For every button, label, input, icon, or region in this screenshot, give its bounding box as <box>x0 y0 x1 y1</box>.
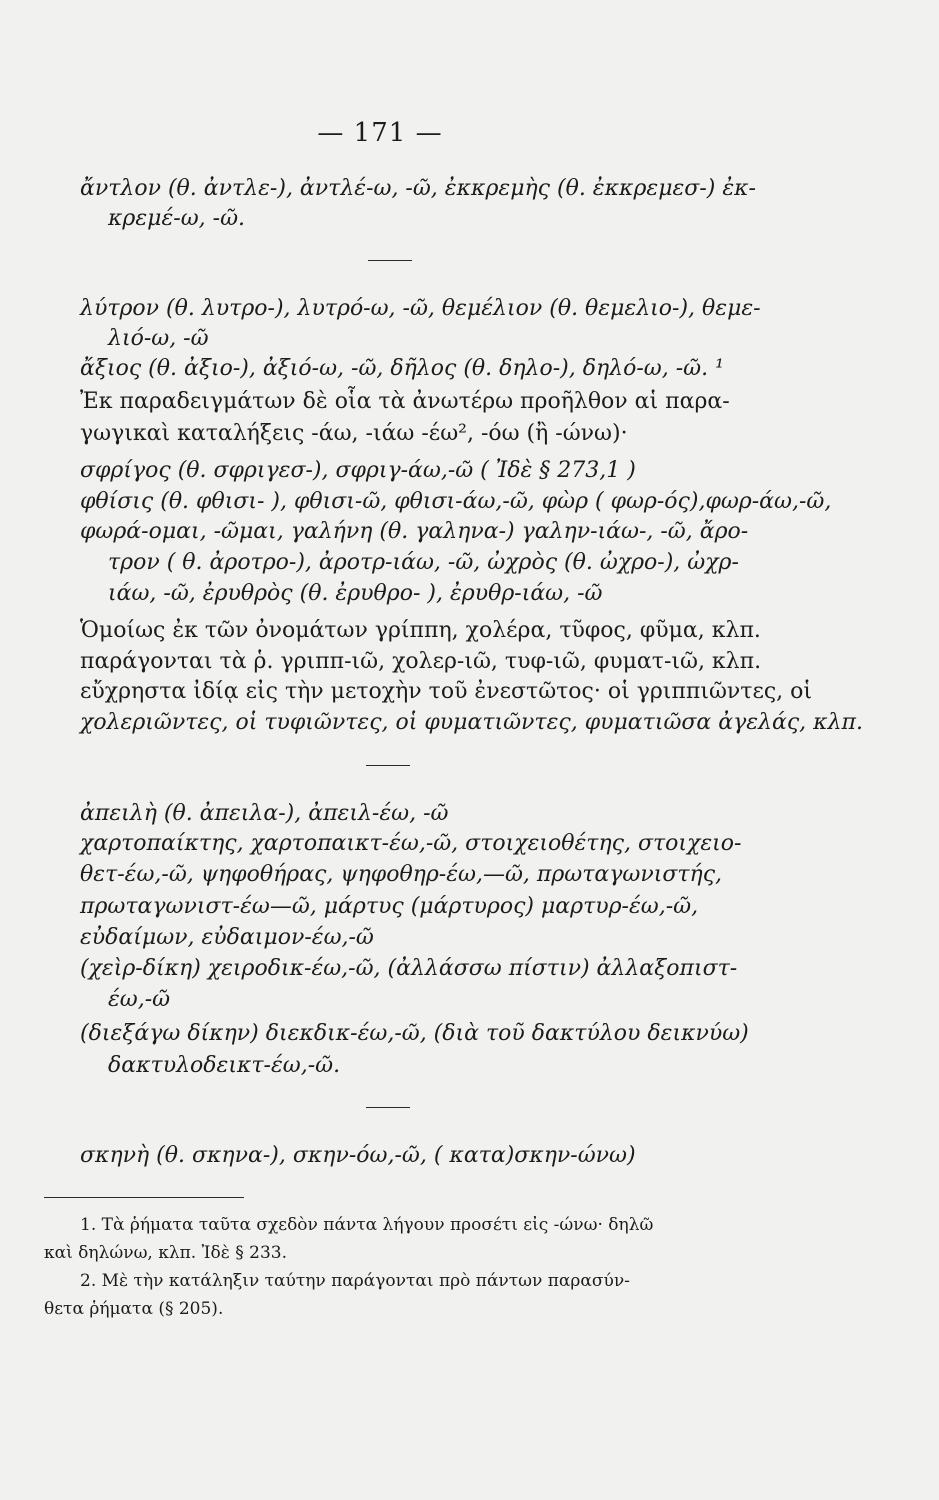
section-divider <box>366 765 410 766</box>
text-line: δακτυλοδεικτ-έω,-ῶ. <box>108 1053 341 1078</box>
footnote-line: καὶ δηλώνω, κλπ. Ἰδὲ § 233. <box>44 1243 287 1263</box>
text-line: ἄντλον (θ. ἀντλε-), ἀντλέ-ω, -ῶ, ἐκκρεμὴς (θ. ἐκκρεμεσ-) ἐκ- <box>80 176 756 201</box>
footnote-rule <box>44 1197 244 1198</box>
text-line: ἀπειλὴ (θ. ἀπειλα-), ἀπειλ-έω, -ῶ <box>80 801 449 826</box>
text-line: ιάω, -ῶ, ἐρυθρὸς (θ. ἐρυθρο- ), ἐρυθρ-ιάω, -ῶ <box>108 581 603 606</box>
page-number: — 171 — <box>317 118 443 148</box>
text-line: θετ-έω,-ῶ, ψηφοθήρας, ψηφοθηρ-έω,—ῶ, πρωταγωνιστής, <box>80 862 723 887</box>
footnote-line: θετα ῥήματα (§ 205). <box>44 1299 224 1319</box>
text-line: (χεὶρ-δίκη) χειροδικ-έω,-ῶ, (ἀλλάσσω πίστιν) ἀλλαξοπιστ- <box>80 956 738 981</box>
text-line: κρεμέ-ω, -ῶ. <box>108 206 245 231</box>
text-line: χολεριῶντες, οἱ τυφιῶντες, οἱ φυματιῶντες, φυματιῶσα ἀγελάς, κλπ. <box>80 710 863 735</box>
text-line: σκηνὴ (θ. σκηνα-), σκην-όω,-ῶ, ( κατα)σκην-ώνω) <box>80 1143 636 1168</box>
text-line: Ἐκ παραδειγμάτων δὲ οἷα τὰ ἀνωτέρω προῆλθον αἱ παρα- <box>80 389 730 414</box>
section-divider <box>366 1107 410 1108</box>
text-line: έω,-ῶ <box>108 987 171 1012</box>
text-line: σφρίγος (θ. σφριγεσ-), σφριγ-άω,-ῶ ( Ἰδὲ § 273,1 ) <box>80 458 636 483</box>
text-line: χαρτοπαίκτης, χαρτοπαικτ-έω,-ῶ, στοιχειοθέτης, στοιχειο- <box>80 831 742 856</box>
text-line: εὔχρηστα ἰδίᾳ εἰς τὴν μετοχὴν τοῦ ἐνεστῶτος· οἱ γριππιῶντες, οἱ <box>80 679 813 704</box>
text-line: λιό-ω, -ῶ <box>108 326 209 351</box>
text-line: φθίσις (θ. φθισι- ), φθισι-ῶ, φθισι-άω,-ῶ, φὼρ ( φωρ-ός),φωρ-άω,-ῶ, <box>80 489 832 514</box>
text-line: λύτρον (θ. λυτρο-), λυτρό-ω, -ῶ, θεμέλιον (θ. θεμελιο-), θεμε- <box>80 296 761 321</box>
footnote-line: 2. Μὲ τὴν κατάληξιν ταύτην παράγονται πρὸ πάντων παρασύν- <box>80 1271 630 1291</box>
text-line: τρον ( θ. ἀροτρο-), ἀροτρ-ιάω, -ῶ, ὠχρὸς (θ. ὠχρο-), ὠχρ- <box>108 550 739 575</box>
text-line: (διεξάγω δίκην) διεκδικ-έω,-ῶ, (διὰ τοῦ δακτύλου δεικνύω) <box>80 1021 749 1046</box>
text-line: Ὁμοίως ἐκ τῶν ὀνομάτων γρίππη, χολέρα, τῦφος, φῦμα, κλπ. <box>80 618 761 643</box>
text-line: εὐδαίμων, εὐδαιμον-έω,-ῶ <box>80 925 374 950</box>
text-line: γωγικαὶ καταλήξεις -άω, -ιάω -έω², -όω (ἢ -ώνω)· <box>80 421 628 446</box>
text-line: φωρά-ομαι, -ῶμαι, γαλήνη (θ. γαληνα-) γαλην-ιάω-, -ῶ, ἄρο- <box>80 519 749 544</box>
text-line: ἄξιος (θ. ἀξιο-), ἀξιό-ω, -ῶ, δῆλος (θ. δηλο-), δηλό-ω, -ῶ. ¹ <box>80 356 724 381</box>
footnote-line: 1. Τὰ ῥήματα ταῦτα σχεδὸν πάντα λήγουν προσέτι εἰς -ώνω· δηλῶ <box>80 1215 654 1235</box>
section-divider <box>368 260 412 261</box>
text-line: παράγονται τὰ ῥ. γριππ-ιῶ, χολερ-ιῶ, τυφ-ιῶ, φυματ-ιῶ, κλπ. <box>80 649 762 674</box>
text-line: πρωταγωνιστ-έω—ῶ, μάρτυς (μάρτυρος) μαρτυρ-έω,-ῶ, <box>80 894 699 919</box>
